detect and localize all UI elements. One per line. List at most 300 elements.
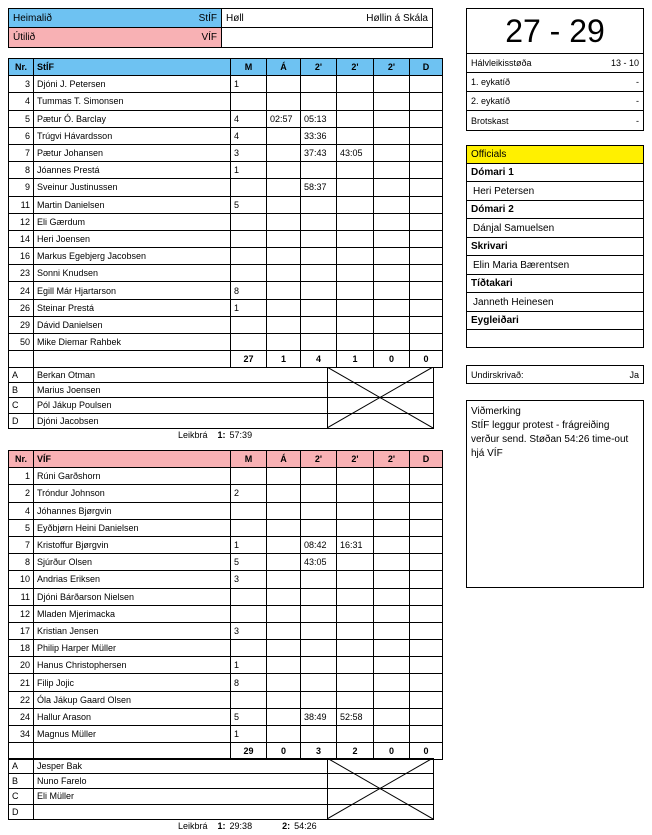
player-number: 20 [9,657,34,674]
player-suspension-3 [374,230,410,247]
player-suspension-1 [301,282,337,299]
table-row [9,726,443,743]
player-suspension-2 [337,93,374,110]
player-suspension-2 [337,162,374,179]
home-timeouts [178,430,252,440]
table-row [9,265,443,282]
official-role: Skrivari [467,238,643,256]
total-m: 27 [231,351,267,368]
player-suspension-3 [374,76,410,93]
player-goals: 1 [231,299,267,316]
player-suspension-3 [374,468,410,485]
total-t2: 1 [337,351,374,368]
player-suspension-1 [301,162,337,179]
away-cross-out [327,758,433,819]
player-suspension-3 [374,110,410,127]
player-suspension-3 [374,588,410,605]
player-suspension-1: 37:43 [301,144,337,161]
player-name: Jóannes Prestá [34,162,231,179]
player-suspension-2 [337,674,374,691]
player-warning [267,571,301,588]
col-disqualification-header: D [410,451,443,468]
player-name: Trúgvi Hávardsson [34,127,231,144]
player-suspension-3 [374,144,410,161]
official-role: Dómari 1 [467,164,643,182]
player-warning [267,316,301,333]
official-name: Pól Jákup Poulsen [34,398,328,413]
player-suspension-2 [337,519,374,536]
official-name: Jesper Bak [34,759,328,774]
player-suspension-1 [301,485,337,502]
player-suspension-3 [374,674,410,691]
player-number: 12 [9,213,34,230]
player-suspension-1: 43:05 [301,554,337,571]
home-header-row [9,59,443,76]
player-disqualification [410,334,443,351]
player-goals [231,334,267,351]
player-suspension-2 [337,657,374,674]
player-warning: 02:57 [267,110,301,127]
table-row [9,519,443,536]
player-warning [267,536,301,553]
player-goals: 5 [231,708,267,725]
player-number: 4 [9,93,34,110]
player-disqualification [410,144,443,161]
player-suspension-3 [374,502,410,519]
total-t3: 0 [374,743,410,760]
player-suspension-3 [374,248,410,265]
player-name: Jóhannes Bjørgvin [34,502,231,519]
player-name: Kristoffur Bjørgvin [34,536,231,553]
player-suspension-1 [301,93,337,110]
player-name: Eli Gærdum [34,213,231,230]
player-number: 12 [9,605,34,622]
official-name: Nuno Farelo [34,774,328,789]
table-row [9,334,443,351]
player-suspension-1 [301,640,337,657]
player-name: Rúni Garðshorn [34,468,231,485]
table-row [9,316,443,333]
player-warning [267,76,301,93]
player-name: Tummas T. Simonsen [34,93,231,110]
player-name: Steinar Prestá [34,299,231,316]
player-suspension-2 [337,265,374,282]
player-suspension-2 [337,468,374,485]
player-suspension-3 [374,127,410,144]
signed-label: Undirskrivað: [471,369,524,380]
venue-empty-cell [222,28,432,47]
halftime-row [467,54,643,73]
official-name: Djóni Jacobsen [34,413,328,428]
col-goals-header: M [231,451,267,468]
player-suspension-3 [374,657,410,674]
table-row [9,93,443,110]
player-disqualification [410,93,443,110]
player-suspension-2 [337,230,374,247]
player-suspension-3 [374,162,410,179]
player-goals: 1 [231,657,267,674]
player-suspension-2 [337,248,374,265]
table-row [9,571,443,588]
col-team-name-header: VÍF [34,451,231,468]
player-warning [267,640,301,657]
home-players-table [8,58,443,368]
player-suspension-2 [337,76,374,93]
player-goals [231,213,267,230]
extra-value: - [636,77,639,87]
player-goals [231,691,267,708]
player-number: 14 [9,230,34,247]
player-goals: 1 [231,162,267,179]
player-disqualification [410,162,443,179]
player-suspension-3 [374,691,410,708]
officials-title: Officials [467,146,643,164]
player-suspension-2 [337,485,374,502]
player-suspension-3 [374,299,410,316]
timeout-time: 57:39 [229,430,253,440]
player-disqualification [410,316,443,333]
official-name [34,804,328,819]
player-name: Sveinur Justinussen [34,179,231,196]
player-suspension-1 [301,213,337,230]
player-suspension-2 [337,726,374,743]
player-warning [267,468,301,485]
extra-value: - [636,96,639,106]
player-goals: 1 [231,76,267,93]
player-goals: 1 [231,536,267,553]
player-disqualification [410,110,443,127]
player-disqualification [410,554,443,571]
player-warning [267,726,301,743]
player-number: 2 [9,485,34,502]
remark-box [466,400,644,588]
total-a: 1 [267,351,301,368]
player-suspension-3 [374,640,410,657]
table-row [9,708,443,725]
table-row [9,162,443,179]
player-warning [267,622,301,639]
player-warning [267,708,301,725]
official-code: A [9,368,34,383]
total-t3: 0 [374,351,410,368]
player-warning [267,93,301,110]
player-goals: 3 [231,622,267,639]
player-name: Hanus Christophersen [34,657,231,674]
player-disqualification [410,640,443,657]
player-goals: 4 [231,127,267,144]
player-suspension-1 [301,334,337,351]
player-suspension-3 [374,708,410,725]
player-name: Philip Harper Müller [34,640,231,657]
total-d: 0 [410,743,443,760]
official-code: B [9,383,34,398]
player-suspension-3 [374,334,410,351]
table-row [9,468,443,485]
official-name: Eli Müller [34,789,328,804]
officials-panel [466,145,644,348]
timeout-label: Leikbrá [178,430,208,440]
player-suspension-1 [301,502,337,519]
player-number: 7 [9,144,34,161]
player-suspension-3 [374,265,410,282]
official-code: C [9,789,34,804]
timeout-time: 54:26 [294,821,317,831]
table-row [9,144,443,161]
player-suspension-1 [301,691,337,708]
away-label: Útilið [13,32,36,43]
player-name: Eyðbjørn Heini Danielsen [34,519,231,536]
player-name: Markus Egebjerg Jacobsen [34,248,231,265]
player-number: 4 [9,502,34,519]
player-suspension-2 [337,299,374,316]
away-timeouts [178,821,317,831]
player-goals [231,230,267,247]
player-name: Sjúrður Olsen [34,554,231,571]
col-nr-header: Nr. [9,59,34,76]
player-warning [267,691,301,708]
player-goals [231,588,267,605]
player-name: Hallur Arason [34,708,231,725]
extra-time-row [467,111,643,130]
player-warning [267,127,301,144]
player-number: 21 [9,674,34,691]
table-row [9,640,443,657]
player-goals [231,316,267,333]
player-name: Egill Már Hjartarson [34,282,231,299]
timeout-label: Leikbrá [178,821,208,831]
player-number: 8 [9,554,34,571]
home-cross-out [327,367,433,428]
table-row [9,230,443,247]
player-warning [267,282,301,299]
table-row [9,605,443,622]
player-goals [231,502,267,519]
player-warning [267,265,301,282]
player-warning [267,605,301,622]
match-header [8,8,433,48]
player-number: 29 [9,316,34,333]
player-suspension-1 [301,571,337,588]
venue-cell [222,9,432,27]
player-suspension-1 [301,726,337,743]
player-suspension-2 [337,640,374,657]
official-person [467,330,643,349]
venue-label: Høll [226,12,244,24]
player-name: Pætur Ó. Barclay [34,110,231,127]
player-name: Dávid Danielsen [34,316,231,333]
col-goals-header: M [231,59,267,76]
player-disqualification [410,691,443,708]
player-disqualification [410,708,443,725]
player-suspension-1: 05:13 [301,110,337,127]
player-suspension-2 [337,179,374,196]
player-suspension-1 [301,230,337,247]
remark-text: StÍF leggur protest - frágreiðing verður send. Støðan 54:26 time-out hjá VÍF [471,420,629,459]
player-number: 26 [9,299,34,316]
col-warning-header: Á [267,59,301,76]
extra-time-row [467,92,643,111]
player-suspension-1 [301,657,337,674]
player-warning [267,299,301,316]
official-code: D [9,413,34,428]
player-disqualification [410,571,443,588]
col-suspension3-header: 2' [374,59,410,76]
player-number: 18 [9,640,34,657]
timeout-time: 29:38 [229,821,253,831]
player-name: Martin Danielsen [34,196,231,213]
extra-time-row [467,73,643,92]
player-suspension-1: 38:49 [301,708,337,725]
player-number: 1 [9,468,34,485]
table-row [9,622,443,639]
official-code: A [9,759,34,774]
total-a: 0 [267,743,301,760]
player-number: 5 [9,110,34,127]
official-name: Marius Joensen [34,383,328,398]
player-number: 10 [9,571,34,588]
player-number: 7 [9,536,34,553]
home-team: StÍF [198,12,217,24]
player-disqualification [410,468,443,485]
player-warning [267,674,301,691]
table-row [9,299,443,316]
player-number: 24 [9,708,34,725]
player-warning [267,230,301,247]
player-number: 11 [9,196,34,213]
player-number: 11 [9,588,34,605]
player-suspension-3 [374,485,410,502]
player-number: 24 [9,282,34,299]
player-disqualification [410,485,443,502]
player-disqualification [410,196,443,213]
extra-value: - [636,115,639,126]
player-disqualification [410,622,443,639]
player-suspension-1 [301,605,337,622]
player-name: Tróndur Johnson [34,485,231,502]
player-goals: 2 [231,485,267,502]
player-disqualification [410,299,443,316]
table-row [9,691,443,708]
away-team: VÍF [201,32,217,43]
official-code: C [9,398,34,413]
player-warning [267,588,301,605]
player-suspension-2 [337,334,374,351]
player-suspension-2 [337,213,374,230]
player-suspension-3 [374,93,410,110]
player-goals [231,519,267,536]
table-row [9,213,443,230]
player-warning [267,519,301,536]
away-header-row [9,451,443,468]
totals-empty-nr [9,351,34,368]
extra-label: Brotskast [471,115,509,126]
player-suspension-3 [374,536,410,553]
player-suspension-1 [301,519,337,536]
player-goals: 1 [231,726,267,743]
home-team-cell [9,9,222,27]
player-disqualification [410,282,443,299]
table-row [9,657,443,674]
timeout-number: 1: [217,821,226,831]
official-person: Dánjal Samuelsen [467,219,643,238]
player-name: Filip Jojic [34,674,231,691]
player-number: 34 [9,726,34,743]
player-disqualification [410,726,443,743]
official-role: Eygleiðari [467,312,643,330]
player-goals: 3 [231,144,267,161]
col-suspension3-header: 2' [374,451,410,468]
table-row [9,110,443,127]
table-row [9,536,443,553]
player-suspension-1: 58:37 [301,179,337,196]
remark-title: Viðmerking [471,406,521,417]
player-goals [231,265,267,282]
player-name: Sonni Knudsen [34,265,231,282]
player-warning [267,502,301,519]
player-suspension-3 [374,316,410,333]
away-players-table [8,450,443,760]
player-name: Mladen Mjerimacka [34,605,231,622]
official-name: Berkan Otman [34,368,328,383]
official-role: Tíðtakari [467,275,643,293]
player-suspension-2 [337,110,374,127]
player-disqualification [410,248,443,265]
score-box [466,8,644,131]
player-number: 3 [9,76,34,93]
player-disqualification [410,213,443,230]
player-disqualification [410,502,443,519]
col-suspension2-header: 2' [337,451,374,468]
player-suspension-3 [374,554,410,571]
player-suspension-2 [337,316,374,333]
player-suspension-1 [301,674,337,691]
player-suspension-1 [301,265,337,282]
player-disqualification [410,519,443,536]
timeout-number: 2: [282,821,291,831]
player-suspension-2: 52:58 [337,708,374,725]
player-goals: 5 [231,554,267,571]
home-label: Heimalið [13,12,52,24]
player-suspension-2 [337,622,374,639]
table-row [9,248,443,265]
player-goals [231,468,267,485]
extra-label: 2. eykatíð [471,96,511,106]
player-warning [267,144,301,161]
player-goals: 8 [231,282,267,299]
player-name: Djóni J. Petersen [34,76,231,93]
player-name: Djóni Bárðarson Nielsen [34,588,231,605]
totals-empty-name [34,351,231,368]
player-suspension-3 [374,571,410,588]
player-goals [231,93,267,110]
player-suspension-3 [374,622,410,639]
table-row [9,127,443,144]
player-suspension-1 [301,588,337,605]
player-suspension-1: 08:42 [301,536,337,553]
totals-row [9,351,443,368]
player-suspension-2 [337,196,374,213]
timeout-number: 1: [217,430,226,440]
player-suspension-3 [374,605,410,622]
player-number: 9 [9,179,34,196]
official-code: D [9,804,34,819]
player-suspension-3 [374,282,410,299]
player-suspension-2 [337,571,374,588]
player-suspension-2 [337,691,374,708]
player-number: 23 [9,265,34,282]
player-warning [267,196,301,213]
official-person: Janneth Heinesen [467,293,643,312]
